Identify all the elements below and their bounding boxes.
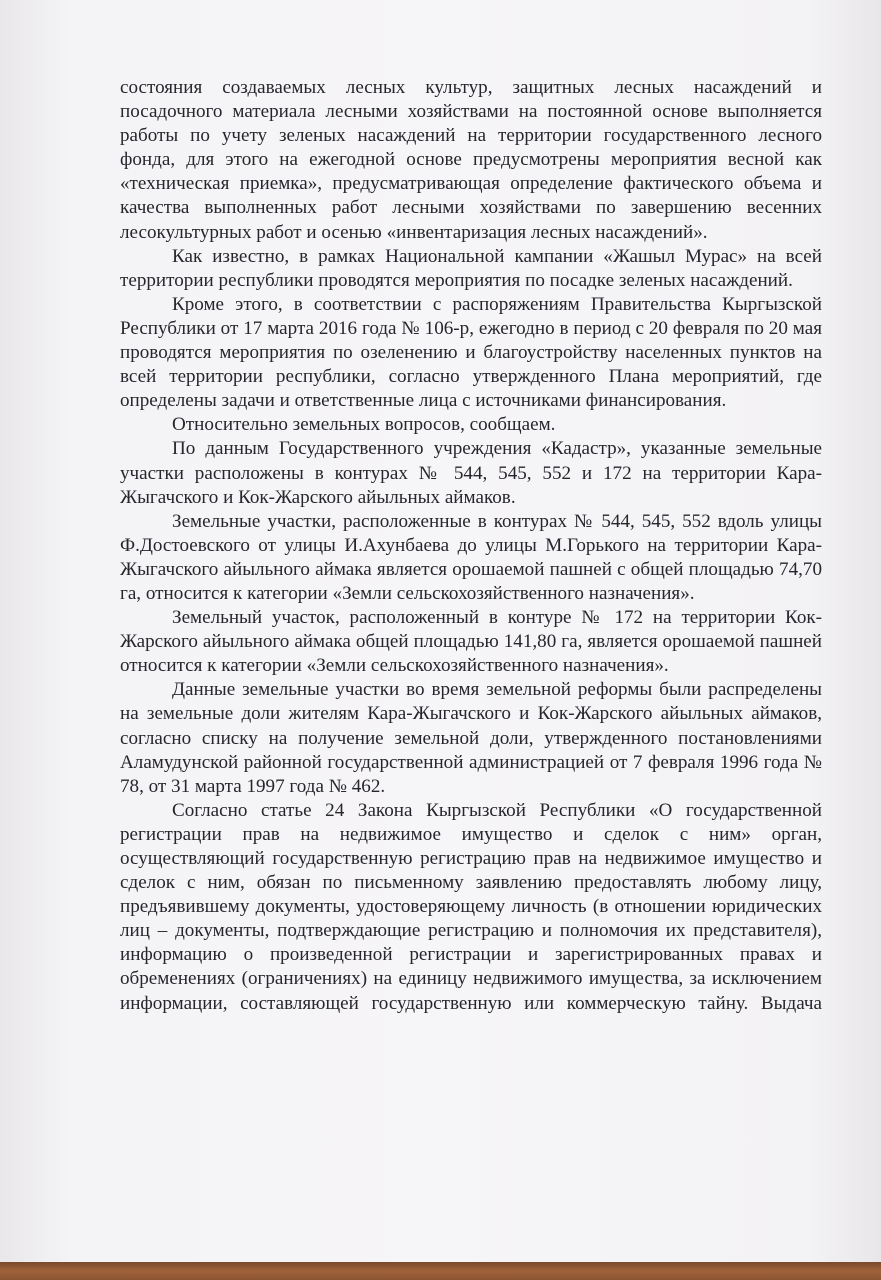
document-body [120, 76, 822, 1016]
paragraph-forest-accounting: состояния создаваемых лесных культур, защитных лесных насаждений и посадочного материала лесными хозяйствами на постоянной основе выполняется работы по учету зеленых насаждений на территории государственного лесного фонда, для этого на ежегодной основе предусмотрены мероприятия весной как «техническая приемка», предусматривающая определение фактического объема и качества выполненных работ лесными хозяйствами по завершению весенних лесокультурных работ и осенью «инвентаризация лесных насаждений». [120, 77, 822, 243]
paragraph-zhashyl-muras: Как известно, в рамках Национальной кампании «Жашыл Мурас» на всей территории республики проводятся мероприятия по посадке зеленых насаждений. [120, 245, 822, 291]
paragraph-registration-law: Согласно статье 24 Закона Кыргызской Республики «О государственной регистрации прав на недвижимое имущество и сделок с ним» орган, осуществляющий государственную регистрацию прав на недвижимое имущество и сделок с ним, обязан по письменному заявлению предоставлять любому лицу, предъявившему документы, удостоверяющему личность (в отношении юридических лиц – документы, подтверждающие регистрацию и полномочия их представителя), информацию о произведенной регистрации и зарегистрированных правах и обременениях (ограничениях) на единицу недвижимого имущества, за исключением информации, составляющей государственную или коммерческую тайну. Выдача [120, 799, 822, 1014]
paragraph-cadastre: По данным Государственного учреждения «Кадастр», указанные земельные участки расположены в контурах № 544, 545, 552 и 172 на территории Кара-Жыгачского и Кок-Жарского айыльных аймаков. [120, 438, 822, 508]
table-surface [0, 1262, 881, 1280]
paragraph-government-order: Кроме этого, в соответствии с распоряжениям Правительства Кыргызской Республики от 17 марта 2016 года № 106-р, ежегодно в период с 20 февраля по 20 мая проводятся мероприятия по озеленению и благоустройству населенных пунктов на всей территории республики, согласно утвержденного Плана мероприятий, где определены задачи и ответственные лица с источниками финансирования. [120, 293, 822, 412]
paragraph-kara-zhygach-plots: Земельные участки, расположенные в контурах № 544, 545, 552 вдоль улицы Ф.Достоевского от улицы И.Ахунбаева до улицы М.Горького на территории Кара-Жыгачского айыльного аймака является орошаемой пашней с общей площадью 74,70 га, относится к категории «Земли сельскохозяйственного назначения». [120, 510, 822, 604]
paragraph-kok-zhar-plot: Земельный участок, расположенный в контуре № 172 на территории Кок-Жарского айыльного аймака общей площадью 141,80 га, является орошаемой пашней относится к категории «Земли сельскохозяйственного назначения». [120, 607, 822, 677]
paragraph-land-reform: Данные земельные участки во время земельной реформы были распределены на земельные доли жителям Кара-Жыгачского и Кок-Жарского айыльных аймаков, согласно списку на получение земельной доли, утвержденного постановлениями Аламудунской районной государственной администрацией от 7 февраля 1996 года № 78, от 31 марта 1997 года № 462. [120, 679, 822, 797]
paragraph-land-questions: Относительно земельных вопросов, сообщаем. [172, 414, 556, 436]
